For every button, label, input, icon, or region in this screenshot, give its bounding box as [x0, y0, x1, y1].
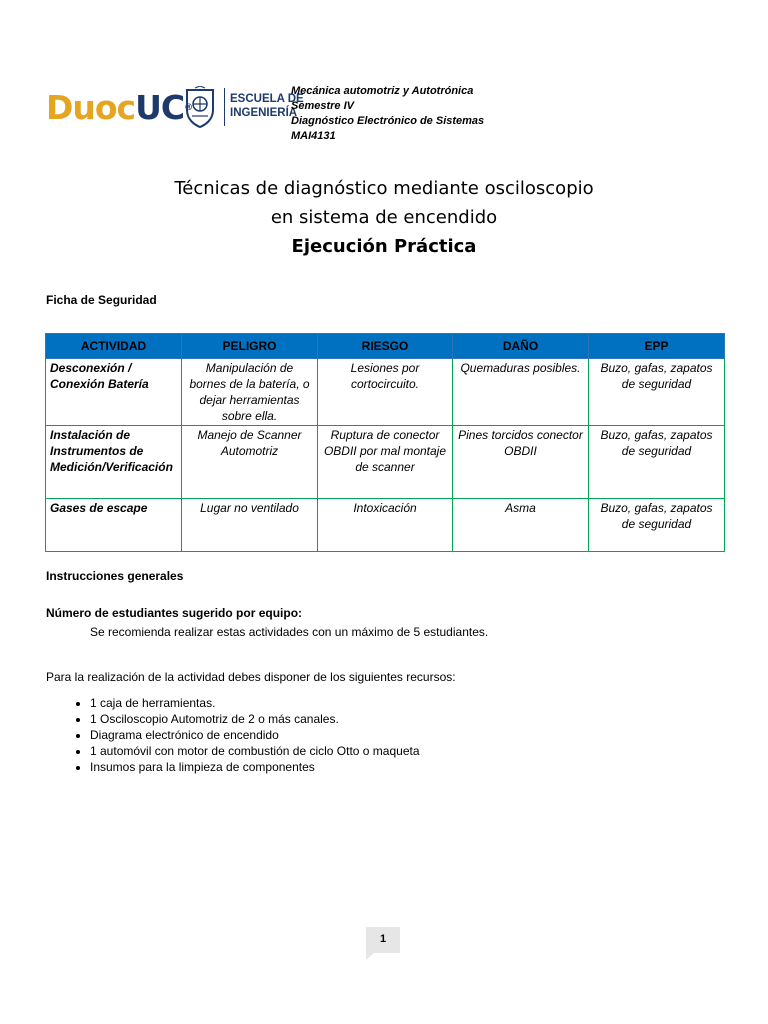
course-career: Mecánica automotriz y Autotrónica	[291, 85, 474, 97]
course-code: MAI4131	[291, 130, 336, 142]
column-header-riesgo: RIESGO	[318, 334, 453, 359]
table-cell: Buzo, gafas, zapatos de seguridad	[589, 426, 725, 499]
logo-uc-text: UC	[135, 88, 185, 127]
course-semester: Semestre IV	[291, 100, 354, 112]
general-instructions-heading: Instrucciones generales	[46, 569, 184, 583]
table-cell: Intoxicación	[318, 499, 453, 552]
table-row	[46, 499, 725, 552]
table-cell: Manipulación de bornes de la batería, o dejar herramientas sobre ella.	[182, 359, 318, 426]
column-header-epp: EPP	[589, 334, 725, 359]
course-subject: Diagnóstico Electrónico de Sistemas	[291, 115, 485, 127]
safety-table-header	[46, 334, 725, 359]
table-cell: Ruptura de conector OBDII por mal montaje de scanner	[318, 426, 453, 499]
logo-duoc-text: Duoc	[46, 88, 136, 127]
page-number: 1	[366, 927, 400, 953]
list-item: • 1 caja de herramientas.	[90, 695, 420, 711]
resources-intro: Para la realización de la actividad debes disponer de los siguientes recursos:	[46, 670, 456, 684]
course-header	[291, 84, 484, 144]
students-text: Se recomienda realizar estas actividades con un máximo de 5 estudiantes.	[90, 625, 489, 639]
logo-wordmark	[46, 88, 192, 128]
table-cell: Gases de escape	[46, 499, 182, 552]
logo-school-line1: ESCUELA DE	[230, 93, 304, 105]
list-item: • Diagrama electrónico de encendido	[90, 727, 420, 743]
resources-list	[46, 695, 420, 775]
table-cell: Pines torcidos conector OBDII	[453, 426, 589, 499]
document-title-line1: Técnicas de diagnóstico mediante osciloscopio	[174, 178, 594, 199]
list-item: • Insumos para la limpieza de componentes	[90, 759, 420, 775]
table-cell: Lugar no ventilado	[182, 499, 318, 552]
university-seal-icon	[183, 86, 217, 128]
table-cell: Buzo, gafas, zapatos de seguridad	[589, 359, 725, 426]
column-header-peligro: PELIGRO	[182, 334, 318, 359]
list-item: • 1 Osciloscopio Automotriz de 2 o más canales.	[90, 711, 420, 727]
table-cell: Desconexión / Conexión Batería	[46, 359, 182, 426]
table-cell: Instalación de Instrumentos de Medición/Verificación	[46, 426, 182, 499]
table-cell: Lesiones por cortocircuito.	[318, 359, 453, 426]
table-cell: Quemaduras posibles.	[453, 359, 589, 426]
students-heading: Número de estudiantes sugerido por equipo:	[46, 606, 303, 620]
logo-school-line2: INGENIERÍA	[230, 107, 298, 119]
logo-divider	[224, 88, 225, 126]
table-cell: Buzo, gafas, zapatos de seguridad	[589, 499, 725, 552]
column-header-dano: DAÑO	[453, 334, 589, 359]
safety-table	[45, 333, 725, 552]
column-header-actividad: ACTIVIDAD	[46, 334, 182, 359]
registered-mark: ®	[184, 103, 193, 113]
list-item: • 1 automóvil con motor de combustión de ciclo Otto o maqueta	[90, 743, 420, 759]
table-row	[46, 426, 725, 499]
table-row	[46, 359, 725, 426]
document-title-line2: en sistema de encendido	[270, 207, 498, 228]
table-cell: Manejo de Scanner Automotriz	[182, 426, 318, 499]
safety-sheet-label: Ficha de Seguridad	[46, 293, 157, 307]
document-subtitle: Ejecución Práctica	[291, 236, 477, 257]
table-cell: Asma	[453, 499, 589, 552]
